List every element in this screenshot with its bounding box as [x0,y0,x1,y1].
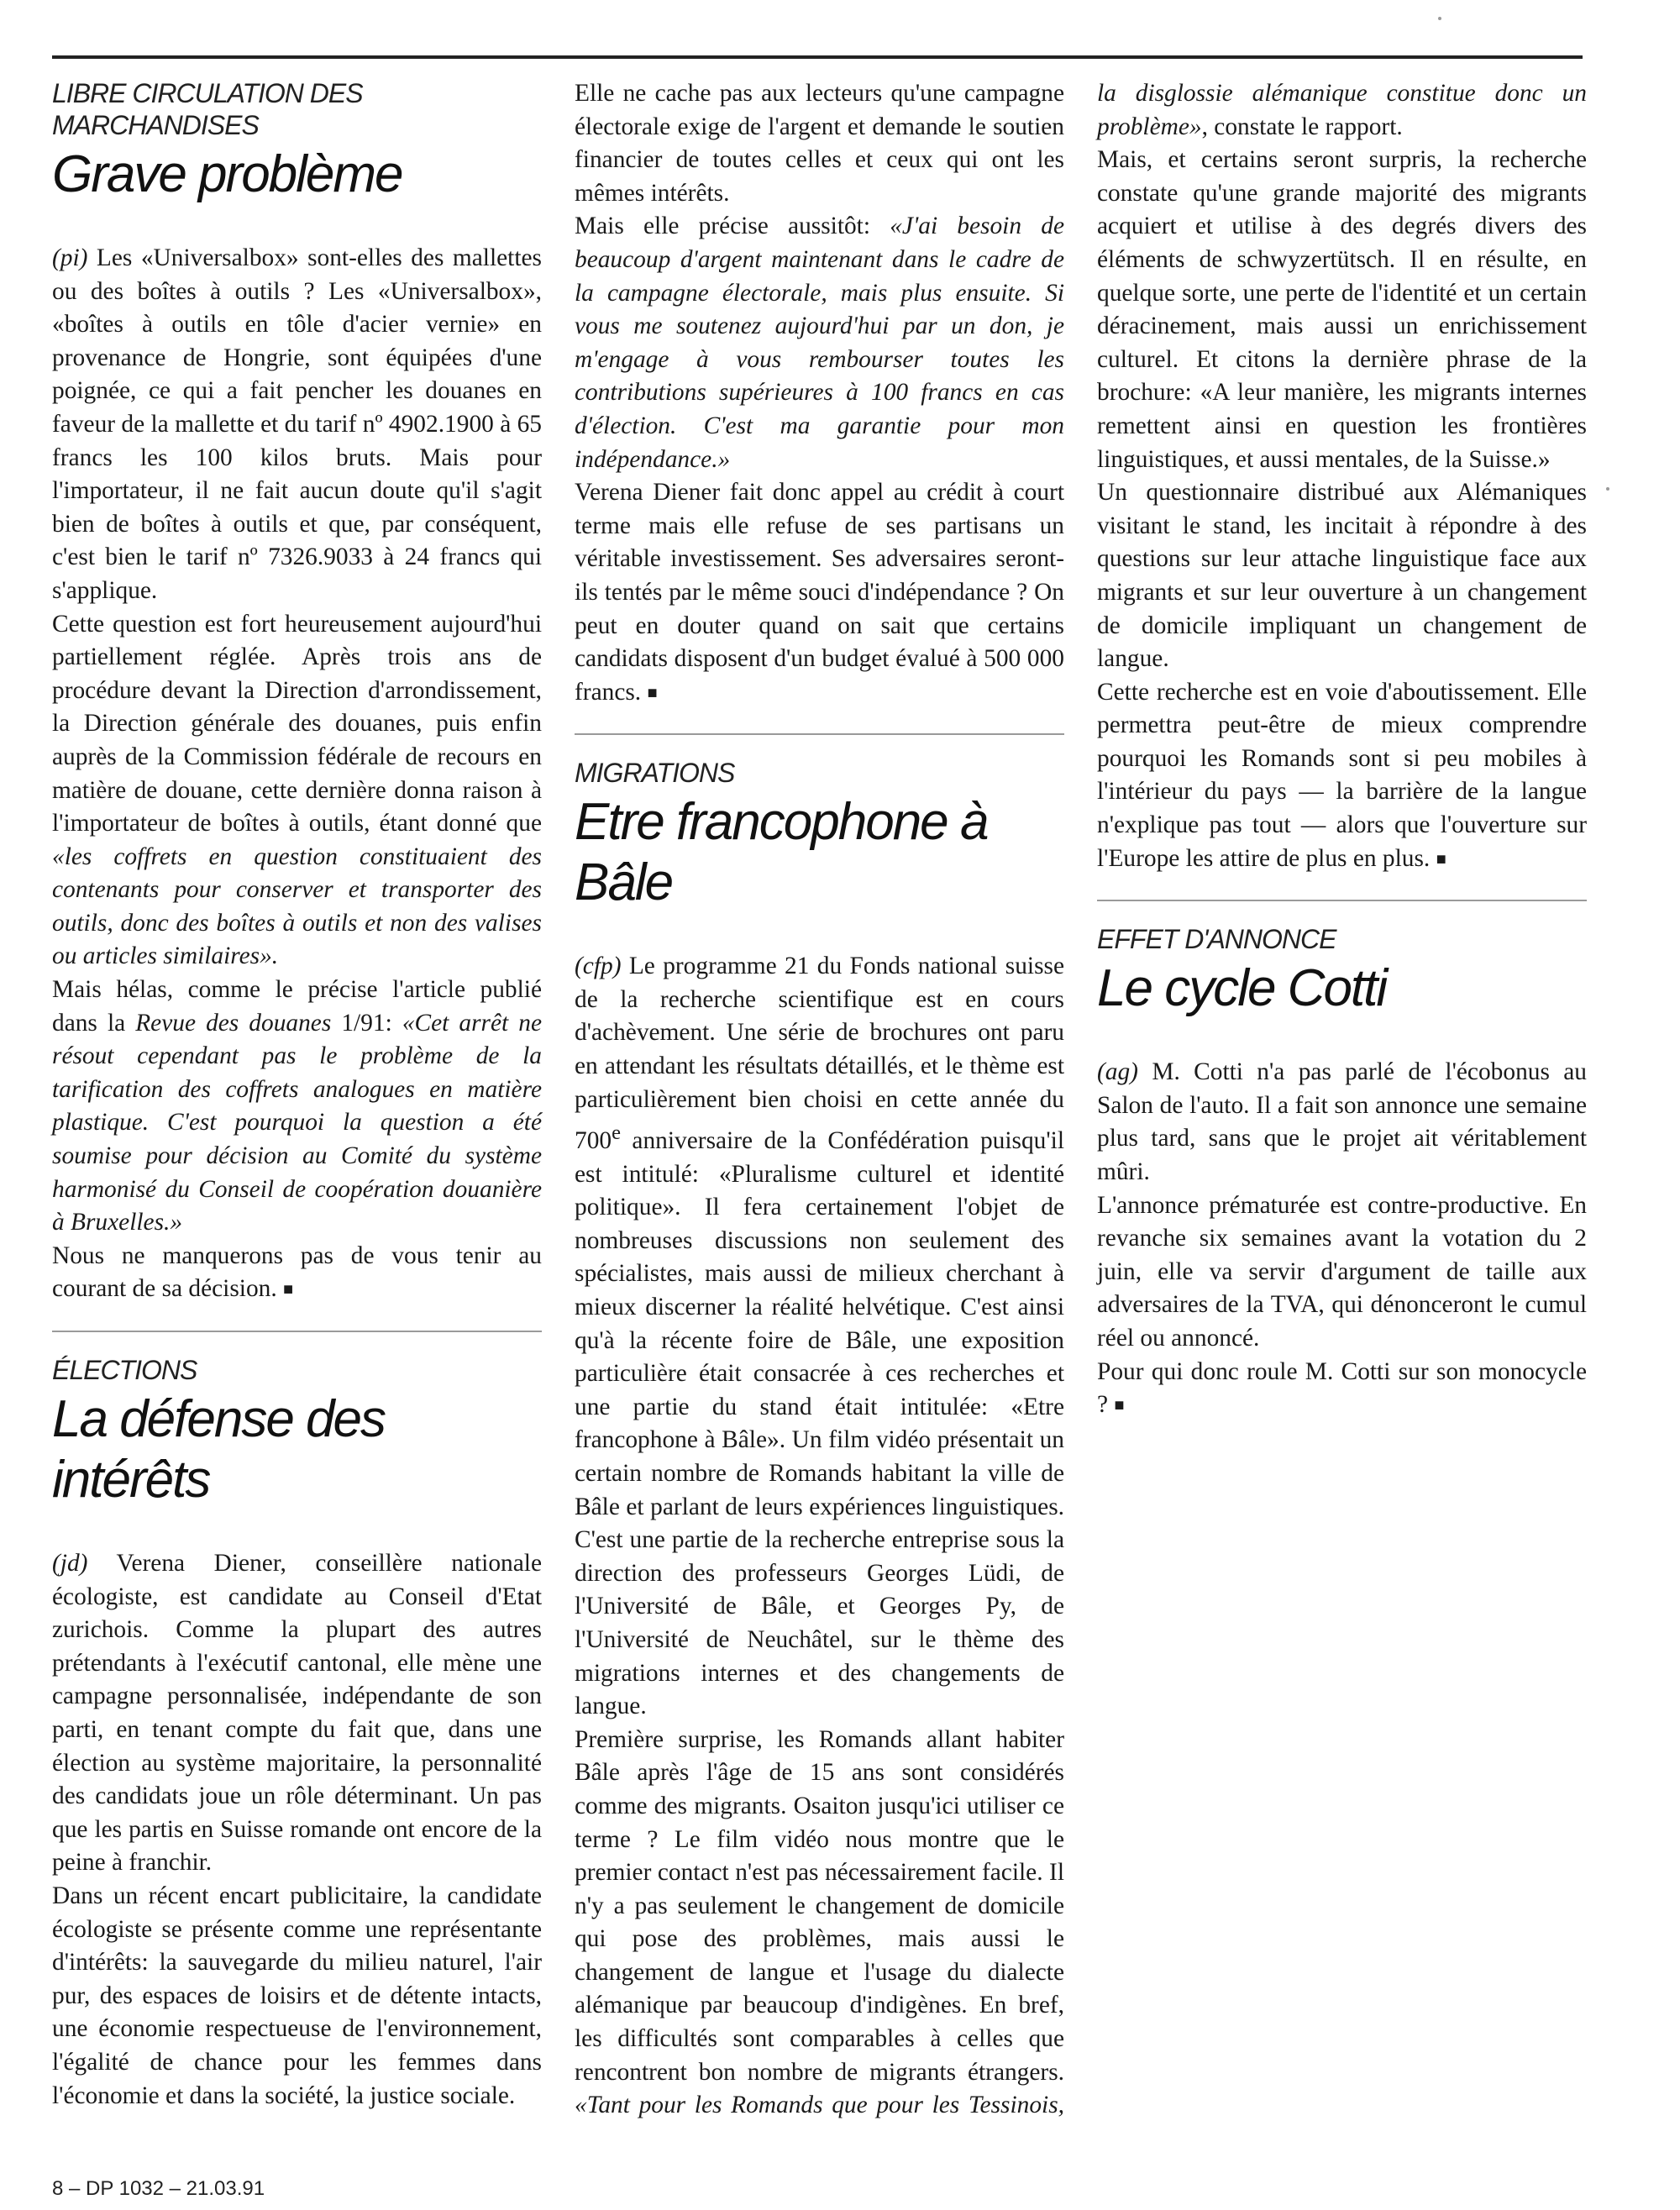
article-kicker: EFFET D'ANNONCE [1097,924,1336,955]
paragraph-text: Verena Diener fait donc appel au crédit à court terme mais elle refuse de ses partisans un véritable investissement. Ses adversaires seront-ils tentés par le même souci d'indépendance ? On peut en douter quand on sait que certains candidats disposent d'un budget évalué à 500 000 francs. [575,479,1064,706]
page-footer: 8 – DP 1032 – 21.03.91 [52,2177,265,2200]
end-mark: ■ [647,683,658,702]
end-mark: ■ [283,1280,294,1299]
paragraph-text: Cette recherche est en voie d'aboutissement. Elle permettra peut-être de mieux comprendre pourquoi les Romands sont si peu mobiles à l'intérieur du pays — la barrière de la langue n'explique pas tout — alors que l'ouverture sur l'Europe les attire de plus en plus. [1097,678,1587,872]
article-paragraph [52,242,542,608]
paragraph-text: L'annonce prématurée est contre-productive. En revanche six semaines avant la votation du 2 juin, elle va servir d'argument de taille aux adversaires de la TVA, qui dénonceront le cumul réel ou annoncé. [1097,1191,1587,1352]
author-initials: (ag) [1097,1058,1138,1086]
author-initials: (pi) [52,244,88,271]
paragraph-text: Dans un récent encart publicitaire, la candidate écologiste se présente comme une représentante d'intérêts: la sauvegarde du milieu naturel, l'air pur, des espaces de loisirs et de détente intacts, une économie respectueuse de l'environnement, l'égalité de chance pour les femmes dans l'économie et dans la société, la justice sociale. [52,1882,542,2109]
quote-text: «Cet arrêt ne résout cependant pas le problème de la tarification des coffrets analogues en matière plastique. C'est pourquoi la question a été soumise pour décision au Comité du système harmonisé du Conseil de coopération douanière à Bruxelles.» [52,1009,543,1236]
paragraph-text: Mais elle précise aussitôt: [575,213,890,240]
end-mark: ■ [1436,849,1446,869]
article-paragraph [52,1547,542,1880]
article-paragraph [52,974,542,1240]
superscript: e [612,1121,621,1145]
article-paragraph [575,476,1064,710]
author-initials: (jd) [52,1550,88,1577]
author-initials: (cfp) [575,953,622,980]
quote-text: «J'ai besoin de beaucoup d'argent maintenant dans le cadre de la campagne électorale, mais plus ensuite. Si vous me soutenez aujourd'hui par un don, je m'engage à vous rembourser toutes les contributions supérieures à 100 francs en cas d'élection. C'est ma garantie pour mon indépendance.» [575,213,1064,473]
quote-text: «Tant pour les Romands que pour les Tessinois, la disglossie alémanique constitue donc un problème» [575,80,1587,2119]
article-paragraph [1097,1356,1587,1423]
article-paragraph [52,608,542,974]
paragraph-text: Nous ne manquerons pas de vous tenir au courant de sa décision. [52,1241,542,1303]
article-paragraph [575,950,1064,1723]
paragraph-text: Un questionnaire distribué aux Alémaniques visitant le stand, les incitait à répondre à des questions sur leur attache linguistique face aux migrants et sur leur ouverture à un changement de domicile impliquant un changement de langue. [1097,479,1587,673]
article-headline: Le cycle Cotti [1097,959,1387,1018]
article-paragraph [52,1240,542,1307]
paragraph-text: Le programme 21 du Fonds national suisse de la recherche scientifique est en cours d'achèvement. Une série de brochures ont paru en attendant les résultats détaillés, et le thème est particulièrement bien choisi en cette année du 700 [575,953,1064,1155]
article-paragraph [1097,1056,1587,1189]
end-mark: ■ [1114,1396,1125,1415]
article-kicker: MIGRATIONS [575,758,735,789]
article-separator [575,733,1064,735]
article-kicker: ÉLECTIONS [52,1355,197,1385]
article-paragraph [575,77,1064,210]
paragraph-text: Mais, et certains seront surpris, la recherche constate qu'une grande majorité des migrants acquiert et utilise à des degrés divers des éléments de schwyzertütsch. Il en résulte, en quelque sorte, une perte de l'identité et un certain déracinement, mais aussi un enrichissement culturel. Et citons la dernière phrase de la brochure: «A leur manière, les migrants internes remettent ainsi en question les frontières linguistiques, et aussi mentales, de la Suisse.» [1097,146,1587,473]
article-separator [52,1331,542,1332]
article-paragraph [1097,144,1587,476]
paragraph-text: Pour qui donc roule M. Cotti sur son monocycle ? [1097,1357,1587,1419]
article-separator [1097,900,1587,901]
paragraph-text: Mais hélas, comme le précise l'article publié dans la [52,976,542,1037]
article-paragraph [1097,676,1587,877]
paragraph-text: Elle ne cache pas aux lecteurs qu'une campagne électorale exige de l'argent et demande le soutien financier de toutes celles et ceux qui ont les mêmes intérêts. [575,80,1064,207]
article-paragraph [52,1880,542,2113]
scan-speck [1606,487,1609,491]
article-headline: Grave problème [52,145,402,203]
paragraph-text: Première surprise, les Romands allant habiter Bâle après l'âge de 15 ans sont considérés comme des migrants. Osaiton jusqu'ici utiliser ce terme ? Le film vidéo nous montre que le premier contact n'est pas nécessairement facile. Il n'y a pas seulement le changement de domicile qui pose des problèmes, mais aussi le changement de langue et l'usage du dialecte alémanique par beaucoup d'indigènes. En bref, les difficultés sont comparables à celles que rencontrent bon nombre de migrants étrangers. [575,1725,1064,2086]
paragraph-text: anniversaire de la Confédération puisqu'il est intitulé: «Pluralisme culturel et identité politique». Il fera certainement l'objet de nombreuses discussions non seulement des spécialistes, mais aussi de milieux cherchant à mieux discerner la réalité helvétique. C'est ainsi qu'à la récente foire de Bâle, une exposition particulière était consacrée à ces recherches et une partie du stand était intitulée: «Etre francophone à Bâle». Un film vidéo présentait un certain nombre de Romands habitant la ville de Bâle et parlant de leurs expériences linguistiques. C'est une partie de la recherche entreprise sous la direction des professeurs Georges Lüdi, de l'Université de Bâle, et Georges Py, de l'Université de Neuchâtel, sur le thème des migrations internes et des changements de langue. [575,1127,1064,1720]
article-paragraph [1097,476,1587,676]
paragraph-text: , constate le rapport. [1201,113,1403,140]
article-effet-annonce [1097,923,1587,1423]
paragraph-text: Les «Universalbox» sont-elles des mallettes ou des boîtes à outils ? Les «Universalbox», «boîtes à outils en tôle d'acier vernie» en provenance de Hongrie, sont équipées d'une poignée, ce qui a fait pencher les douanes en faveur de la mallette et du tarif nº 4902.1900 à 65 francs les 100 kilos bruts. Mais pour l'importateur, il ne fait aucun doute qu'il s'agit bien de boîtes à outils et que, par conséquent, c'est bien le tarif nº 7326.9033 à 24 francs qui s'applique. [52,244,542,604]
article-headline: Etre francophone à Bâle [575,793,988,912]
quote-text: «les coffrets en question constituaient des contenants pour conserver et transporter des outils, donc des boîtes à outils et non des valises ou articles similaires». [52,843,542,970]
paragraph-text: M. Cotti n'a pas parlé de l'écobonus au Salon de l'auto. Il a fait son annonce une semaine plus tard, sans que le projet ait véritablement mûri. [1097,1058,1587,1186]
paragraph-text: Verena Diener, conseillère nationale écologiste, est candidate au Conseil d'Etat zurichois. Comme la plupart des autres prétendants à l'exécutif cantonal, elle mène une campagne personnalisée, indépendante de son parti, en tenant compte du fait que, dans une élection au système majoritaire, la personnalité des candidats joue un rôle déterminant. Un pas que les partis en Suisse romande ont encore de la peine à franchir. [52,1550,542,1877]
article-flow [52,77,1587,2127]
top-rule [52,55,1583,59]
article-kicker: LIBRE CIRCULATION DES MARCHANDISES [52,78,363,140]
article-paragraph [575,210,1064,476]
journal-title: Revue des douanes [135,1009,332,1037]
scan-speck [1438,17,1441,20]
article-libre-circulation [52,77,542,1307]
paragraph-text: 1/91: [331,1009,392,1037]
paragraph-text: Cette question est fort heureusement aujourd'hui partiellement réglée. Après trois ans de procédure devant la Direction d'arrondissement, la Direction générale des douanes, puis enfin auprès de la Commission fédérale de recours en matière de douane, cette dernière donna raison à l'importateur de boîtes à outils, étant donné que [52,610,542,837]
article-headline: La défense des intérêts [52,1390,386,1509]
article-paragraph [1097,1189,1587,1356]
